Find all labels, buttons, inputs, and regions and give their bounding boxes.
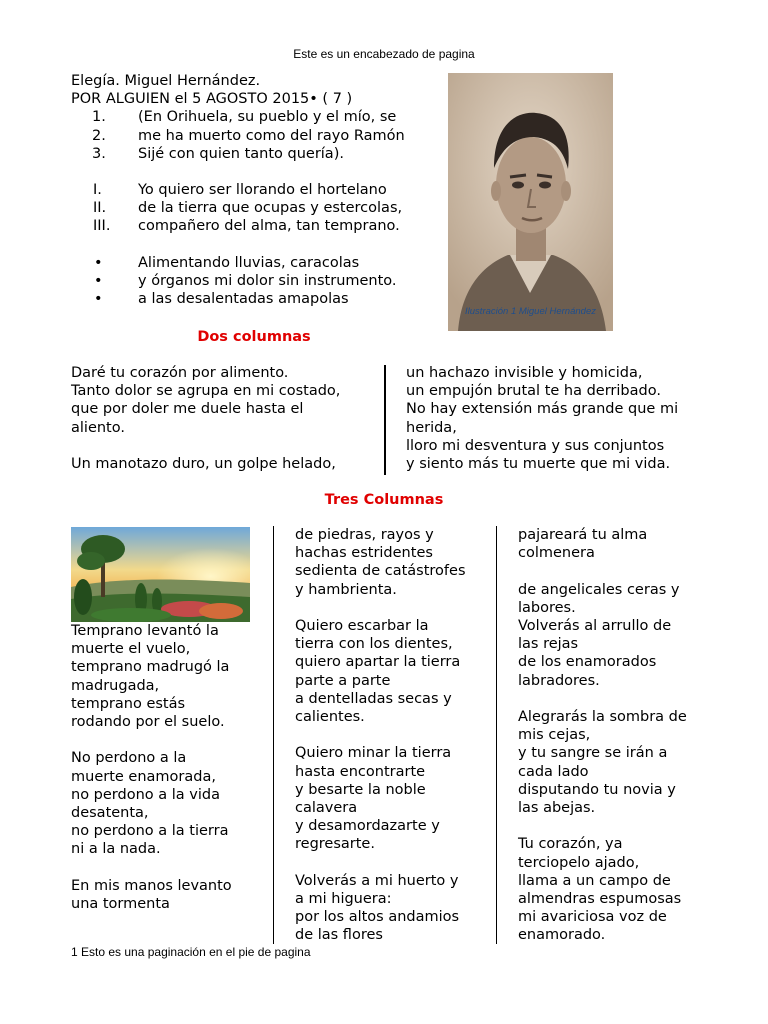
poem-line: labores.	[518, 599, 576, 616]
poem-line	[295, 599, 500, 617]
poem-line: Quiero minar la tierra	[295, 745, 452, 762]
poem-line: temprano madrugó la	[71, 659, 230, 676]
portrait-photo-icon	[448, 73, 613, 331]
byline: POR ALGUIEN el 5 AGOSTO 2015• ( 7 )	[71, 91, 353, 108]
column-divider	[384, 365, 386, 475]
list-item: 2. me ha muerto como del rayo Ramón	[92, 127, 405, 144]
poem-line	[71, 731, 276, 749]
two-col-left	[71, 364, 371, 473]
poem-line: un hachazo invisible y homicida,	[406, 365, 643, 381]
poem-line	[71, 437, 371, 455]
poem-line	[295, 726, 500, 744]
poem-line: de las flores	[295, 927, 383, 944]
two-col-right	[406, 364, 706, 473]
portrait-figure	[448, 73, 613, 331]
poem-line: y besarte la noble	[295, 781, 426, 798]
poem-line: regresarte.	[295, 836, 375, 853]
list-item: • y órganos mi dolor sin instrumento.	[94, 272, 397, 289]
poem-line: las abejas.	[518, 800, 596, 817]
poem-line: No perdono a la	[71, 750, 187, 767]
poem-line: un empujón brutal te ha derribado.	[406, 383, 661, 400]
poem-line: calavera	[295, 800, 358, 817]
poem-line: que por doler me duele hasta el	[71, 401, 304, 418]
intro-block	[71, 72, 451, 308]
poem-line: no perdono a la tierra	[71, 823, 229, 840]
poem-line	[518, 817, 723, 835]
list-item: • a las desalentadas amapolas	[94, 291, 349, 308]
poem-line: aliento.	[71, 419, 125, 436]
poem-line: quiero apartar la tierra	[295, 654, 461, 671]
poem-line: llama a un campo de	[518, 872, 671, 889]
poem-line: hachas estridentes	[295, 545, 433, 562]
poem-line: Alegrarás la sombra de	[518, 709, 687, 725]
poem-line: rodando por el suelo.	[71, 714, 225, 731]
poem-line	[518, 562, 723, 580]
poem-line: herida,	[406, 419, 457, 436]
poem-line: lloro mi desventura y sus conjuntos	[406, 437, 665, 454]
poem-line: muerte enamorada,	[71, 768, 216, 785]
poem-line: cada lado	[518, 763, 589, 780]
poem-title: Elegía. Miguel Hernández.	[71, 73, 261, 89]
poem-line: Temprano levantó la	[71, 623, 219, 639]
list-item: 3. Sijé con quien tanto quería).	[92, 145, 344, 162]
poem-line	[71, 859, 276, 877]
poem-line: y desamordazarte y	[295, 818, 440, 835]
poem-line: terciopelo ajado,	[518, 854, 640, 871]
figure-caption: Ilustración 1 Miguel Hernández	[465, 306, 596, 317]
poem-line: madrugada,	[71, 677, 160, 694]
poem-line: y tu sangre se irán a	[518, 745, 668, 762]
poem-line: sedienta de catástrofes	[295, 563, 466, 580]
landscape-photo-icon	[71, 527, 250, 622]
poem-line: las rejas	[518, 636, 579, 653]
three-col-middle	[295, 526, 500, 945]
poem-line: Quiero escarbar la	[295, 618, 429, 634]
poem-line: a dentelladas secas y	[295, 690, 452, 707]
poem-line: a mi higuera:	[295, 891, 392, 908]
poem-line	[295, 854, 500, 872]
column-divider	[273, 526, 274, 944]
page-header: Este es un encabezado de pagina	[293, 47, 475, 61]
bullet-list	[71, 254, 451, 309]
list-item: • Alimentando lluvias, caracolas	[94, 254, 360, 271]
poem-line: y siento más tu muerte que mi vida.	[406, 456, 671, 473]
poem-line: enamorado.	[518, 927, 606, 944]
poem-line: de los enamorados	[518, 654, 657, 671]
heading-two-columns: Dos columnas	[197, 329, 311, 345]
poem-line: tierra con los dientes,	[295, 636, 453, 653]
poem-line: En mis manos levanto	[71, 877, 232, 894]
poem-line: parte a parte	[295, 672, 391, 689]
column-divider	[496, 526, 497, 944]
poem-line: mi avariciosa voz de	[518, 909, 667, 926]
poem-line: de angelicales ceras y	[518, 581, 680, 598]
numbered-list	[71, 108, 451, 163]
poem-line: Un manotazo duro, un golpe helado,	[71, 456, 336, 472]
poem-line: Volverás al arrullo de	[518, 618, 672, 634]
poem-line: almendras espumosas	[518, 891, 682, 908]
poem-line: Tu corazón, ya	[518, 836, 623, 853]
heading-three-columns: Tres Columnas	[324, 492, 444, 508]
list-item: 1. (En Orihuela, su pueblo y el mío, se	[92, 109, 397, 126]
footnote: 1 Esto es una paginación en el pie de pagina	[71, 945, 311, 959]
roman-list	[71, 181, 451, 236]
three-col-right	[518, 526, 723, 945]
poem-line: colmenera	[518, 545, 595, 562]
poem-line: disputando tu novia y	[518, 781, 676, 798]
poem-line: no perdono a la vida	[71, 786, 220, 803]
landscape-image	[71, 527, 250, 622]
poem-line: por los altos andamios	[295, 909, 460, 926]
poem-line: una tormenta	[71, 896, 170, 913]
poem-line: Tanto dolor se agrupa en mi costado,	[71, 383, 341, 400]
poem-line: mis cejas,	[518, 727, 591, 744]
list-item: I. Yo quiero ser llorando el hortelano	[93, 182, 387, 199]
poem-line: desatenta,	[71, 805, 149, 822]
poem-line: No hay extensión más grande que mi	[406, 401, 679, 418]
poem-line: temprano estás	[71, 695, 186, 712]
poem-line: muerte el vuelo,	[71, 641, 191, 658]
poem-line: calientes.	[295, 709, 365, 726]
list-item: II. de la tierra que ocupas y estercolas,	[93, 200, 403, 217]
poem-line: Volverás a mi huerto y	[295, 872, 459, 889]
poem-line: Daré tu corazón por alimento.	[71, 365, 289, 381]
poem-line: hasta encontrarte	[295, 763, 426, 780]
poem-line: ni a la nada.	[71, 841, 161, 858]
list-item: III. compañero del alma, tan temprano.	[93, 218, 400, 235]
three-col-left	[71, 622, 276, 913]
poem-line: de piedras, rayos y	[295, 527, 434, 543]
poem-line	[518, 690, 723, 708]
poem-line: pajareará tu alma	[518, 527, 648, 543]
poem-line: labradores.	[518, 672, 600, 689]
poem-line: y hambrienta.	[295, 581, 397, 598]
